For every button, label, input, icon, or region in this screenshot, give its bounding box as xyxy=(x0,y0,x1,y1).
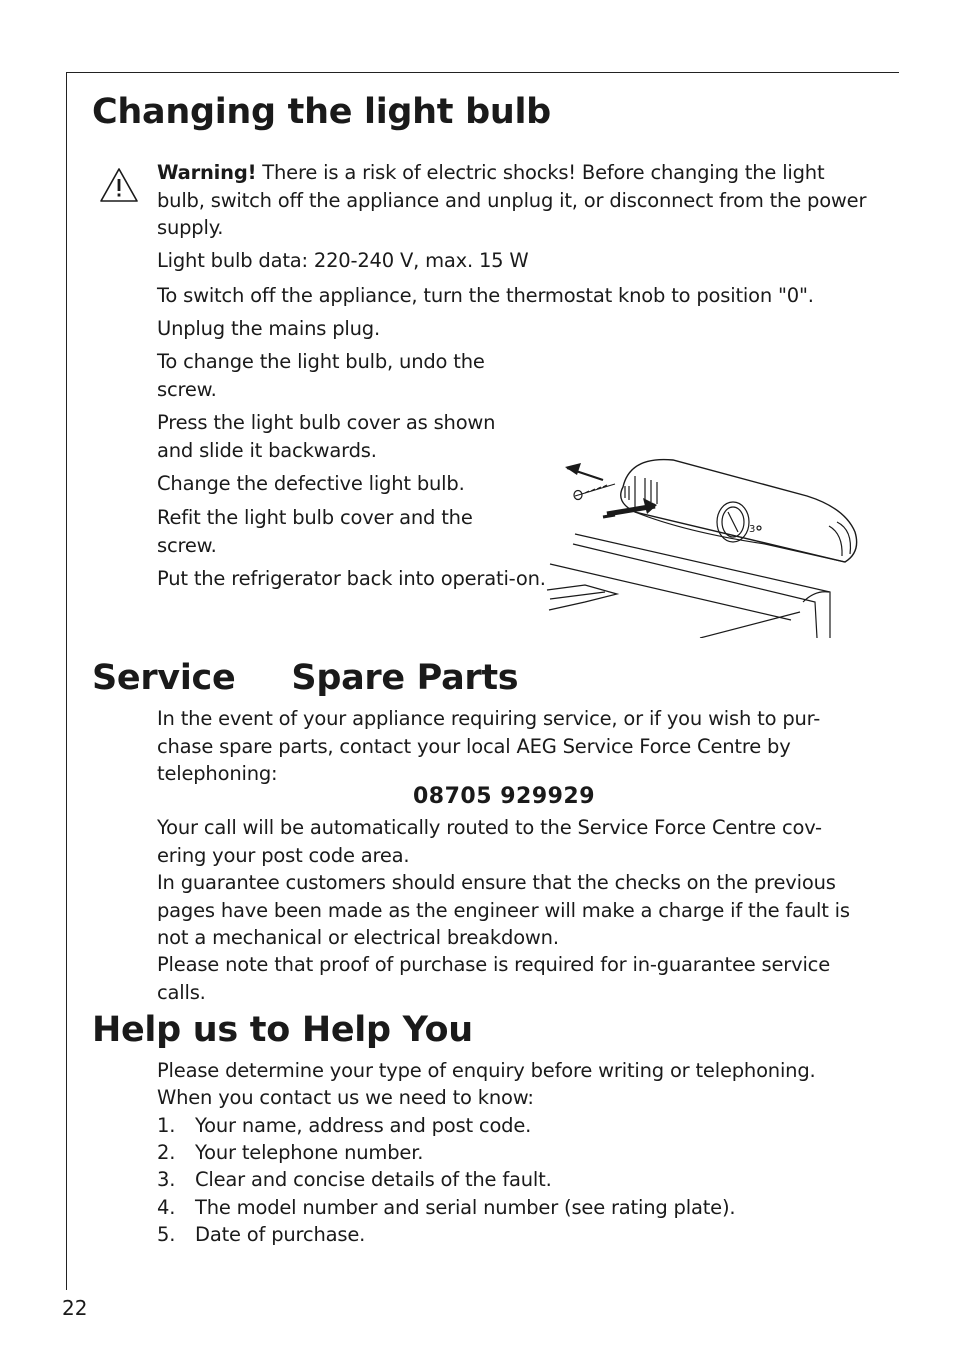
step-back-into-operation: Put the refrigerator back into operati-on. xyxy=(157,567,546,590)
switch-off-text: To switch off the appliance, turn the thermostat knob to position "0". xyxy=(157,284,814,307)
bulb-data-text: Light bulb data: 220-240 V, max. 15 W xyxy=(157,249,529,272)
knob-label: 3 xyxy=(749,524,756,535)
unplug-text: Unplug the mains plug. xyxy=(157,317,380,340)
warning-label: Warning! xyxy=(157,161,257,184)
service-section-title xyxy=(92,658,518,698)
list-item: 3. Clear and concise details of the fault. xyxy=(157,1168,552,1192)
service-intro: In the event of your appliance requiring service, or if you wish to pur-chase spare parts, contact your local AEG Service Force Centre by telephoning: xyxy=(157,707,821,785)
left-rule xyxy=(66,72,67,1290)
step-change-bulb: Change the defective light bulb. xyxy=(157,472,465,495)
top-rule xyxy=(66,72,899,73)
warning-text: There is a risk of electric shocks! Before changing the light bulb, switch off the appliance and unplug it, or disconnect from the power supply. xyxy=(157,161,867,239)
bulb-section-title: Changing the light bulb xyxy=(92,92,551,132)
help-intro-2: When you contact us we need to know: xyxy=(157,1086,534,1109)
list-item: 1. Your name, address and post code. xyxy=(157,1114,532,1137)
service-title-right: Spare Parts xyxy=(291,658,519,698)
warning-triangle-icon xyxy=(98,166,140,204)
help-requirements-list xyxy=(157,1112,735,1248)
list-item: 4. The model number and serial number (see rating plate). xyxy=(157,1195,736,1219)
help-intro-1: Please determine your type of enquiry before writing or telephoning. xyxy=(157,1059,816,1082)
list-item: 2. Your telephone number. xyxy=(157,1141,424,1165)
service-title-left: Service xyxy=(92,658,236,698)
step-press-cover: Press the light bulb cover as shown and slide it backwards. xyxy=(157,411,496,462)
warning-paragraph xyxy=(157,159,869,242)
step-refit-cover: Refit the light bulb cover and the screw. xyxy=(157,506,473,557)
service-proof-text: Please note that proof of purchase is required for in-guarantee service calls. xyxy=(157,953,831,1004)
light-bulb-cover-illustration xyxy=(545,452,865,638)
page-number: 22 xyxy=(62,1296,88,1320)
service-routed-text: Your call will be automatically routed to the Service Force Centre cov-ering your post code area. xyxy=(157,816,822,867)
help-section-title: Help us to Help You xyxy=(92,1010,473,1050)
list-item: 5. Date of purchase. xyxy=(157,1222,366,1246)
service-guarantee-text: In guarantee customers should ensure that the checks on the previous pages have been made as the engineer will make a charge if the fault is not a mechanical or electrical breakdown. xyxy=(157,871,850,949)
service-phone-number: 08705 929929 xyxy=(413,784,596,809)
step-undo-screw: To change the light bulb, undo the screw. xyxy=(157,350,485,401)
